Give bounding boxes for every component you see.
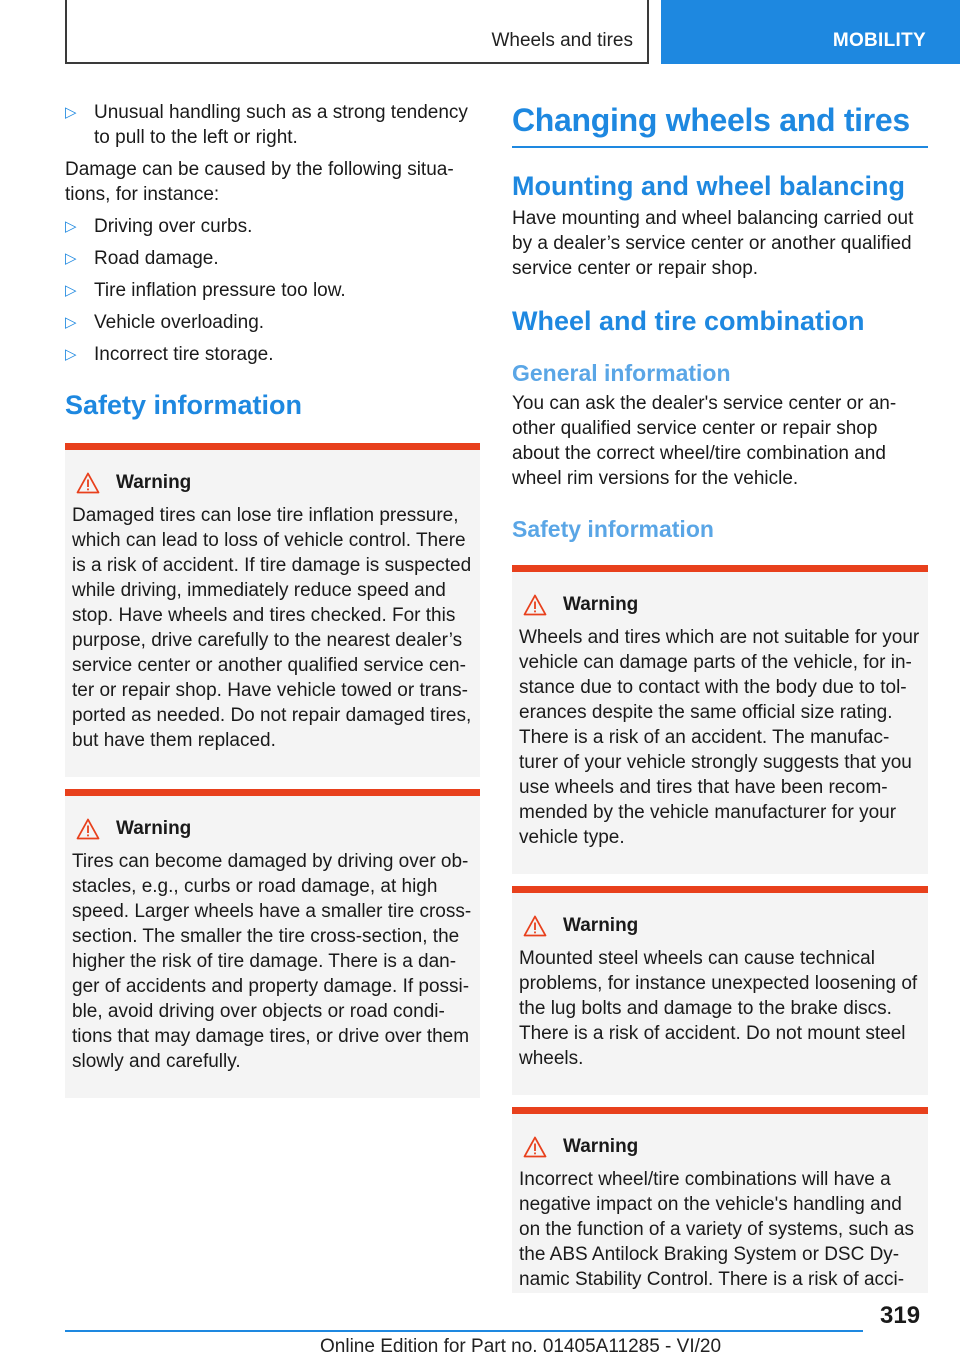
page-number: 319 xyxy=(880,1302,921,1329)
warning-text: Incorrect wheel/tire combinations will have a negative impact on the vehicle's handling and on the function of a variety of systems, such as the ABS Antilock Braking System or DSC Dy‐ namic Stability Control. There is a risk of acci‐ xyxy=(519,1169,914,1290)
warning-header xyxy=(76,818,472,840)
list-item: ▷ Incorrect tire storage. xyxy=(65,344,274,365)
footer-rule xyxy=(65,1330,863,1332)
handling-bullet-list xyxy=(65,100,480,150)
warning-box xyxy=(65,789,480,1098)
header-section-box xyxy=(65,0,649,64)
warning-box xyxy=(512,565,928,874)
left-column xyxy=(65,100,480,1098)
safety-info-heading: Safety information xyxy=(65,390,303,420)
warning-text: Tires can become damaged by driving over ob‐ stacles, e.g., curbs or road damage, at high speed. Larger wheels have a smaller tire cross- section. The smaller the tire cross-section, the higher the risk of tire damage. There is a dan‐ ger of accidents and property damage. If possi‐ ble, avoid driving over objects or road condi‐ tions that may damage tires, or drive over them slowly and carefully. xyxy=(72,851,472,1072)
warning-header xyxy=(523,915,920,937)
warning-text: Mounted steel wheels can cause technical problems, for instance unexpected loosening of the lug bolts and damage to the brake discs. There is a risk of accident. Do not mount steel wheels. xyxy=(519,948,918,1069)
header-chapter-tab xyxy=(661,0,960,64)
list-item: ▷ Road damage. xyxy=(65,248,219,269)
warning-triangle-icon xyxy=(523,915,547,937)
header-chapter-title: MOBILITY xyxy=(832,30,926,51)
warning-triangle-icon xyxy=(76,472,100,494)
warning-triangle-icon xyxy=(76,818,100,840)
warning-box xyxy=(512,1107,928,1293)
general-info-heading: General information xyxy=(512,360,731,386)
list-item: ▷ Vehicle overloading. xyxy=(65,312,265,333)
warning-triangle-icon xyxy=(523,594,547,616)
triangle-right-icon: ▷ xyxy=(65,104,77,121)
damage-causes-list xyxy=(65,214,480,367)
warning-header xyxy=(523,1136,920,1158)
safety-info-heading: Safety information xyxy=(512,516,714,542)
warning-text: Damaged tires can lose tire inflation pressure, which can lead to loss of vehicle control. There is a risk of accident. If tire damage is suspected while driving, immediately reduce speed and stop. Have wheels and tires checked. For this purpose, drive carefully to the nearest dealer’s service center or another qualified service cen‐ ter or repair shop. Have vehicle towed or trans‐ ported as needed. Do not repair damaged tires, but have them replaced. xyxy=(72,505,472,751)
warning-title: Warning xyxy=(563,594,639,615)
combination-heading: Wheel and tire combination xyxy=(512,306,865,336)
triangle-right-icon: ▷ xyxy=(65,346,77,363)
list-item: ▷ Driving over curbs. xyxy=(65,216,253,237)
damage-intro: Damage can be caused by the following situa tions, for instance: xyxy=(65,159,454,205)
header-section-title: Wheels and tires xyxy=(491,30,633,51)
warning-title: Warning xyxy=(563,1136,639,1157)
warning-title: Warning xyxy=(563,915,639,936)
general-info-text: You can ask the dealer's service center or an‐ other qualified service center or repair shop about the correct wheel/tire combination and wheel rim versions for the vehicle. xyxy=(512,393,897,489)
warning-title: Warning xyxy=(116,818,192,839)
warning-text: Wheels and tires which are not suitable for your vehicle can damage parts of the vehicle, for in‐ stance due to contact with the body due to tol‐ erances despite the same official size rating. There is a risk of an accident. The manufac‐ turer of your vehicle strongly suggests that you use wheels and tires that have been recom‐ mended by the vehicle manufacturer for your vehicle type. xyxy=(519,627,920,848)
warning-triangle-icon xyxy=(523,1136,547,1158)
warning-header xyxy=(523,594,920,616)
triangle-right-icon: ▷ xyxy=(65,250,77,267)
warning-box xyxy=(65,443,480,777)
mounting-heading: Mounting and wheel balancing xyxy=(512,171,906,201)
warning-title: Warning xyxy=(116,472,192,493)
heading-rule xyxy=(512,146,928,148)
main-heading: Changing wheels and tires xyxy=(512,102,910,138)
warning-box xyxy=(512,886,928,1095)
triangle-right-icon: ▷ xyxy=(65,218,77,235)
triangle-right-icon: ▷ xyxy=(65,282,77,299)
list-item: ▷ Tire inflation pressure too low. xyxy=(65,280,346,301)
warning-header xyxy=(76,472,472,494)
footer-edition: Online Edition for Part no. 01405A11285 - VI/20 xyxy=(320,1336,722,1357)
triangle-right-icon: ▷ xyxy=(65,314,77,331)
mounting-text: Have mounting and wheel balancing carried out by a dealer’s service center or another qualified service center or repair shop. xyxy=(512,208,914,279)
list-item: ▷ Unusual handling such as a strong tendency to pull to the left or right. xyxy=(65,102,468,148)
right-column xyxy=(512,100,928,1293)
